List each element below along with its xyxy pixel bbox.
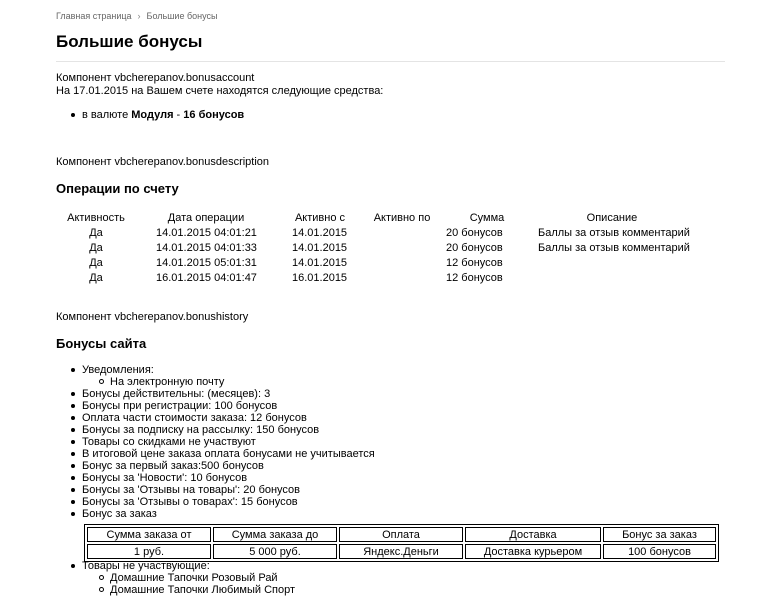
col-sum: Сумма xyxy=(469,211,505,224)
list-item: Домашние Тапочки Розовый Рай xyxy=(56,572,295,584)
col-date: Дата операции xyxy=(167,211,245,224)
currency-name: Модуля xyxy=(131,109,174,121)
col-order-to: Сумма заказа до xyxy=(213,527,337,542)
order-bonus-table xyxy=(84,524,719,562)
excluded-sublist xyxy=(56,572,295,596)
list-item: Оплата части стоимости заказа: 12 бонусов xyxy=(56,412,375,424)
list-item: Бонусы за 'Отзывы на товары': 20 бонусов xyxy=(56,484,375,496)
list-item: Бонусы при регистрации: 100 бонусов xyxy=(56,400,375,412)
excluded-list xyxy=(56,560,295,572)
col-active-to: Активно по xyxy=(373,211,431,224)
operations-heading: Операции по счету xyxy=(56,181,179,196)
col-active-from: Активно с xyxy=(294,211,346,224)
notifications-sublist xyxy=(56,376,375,388)
list-item: Товары со скидками не участвуют xyxy=(56,436,375,448)
table-row: Да 14.01.2015 04:01:21 14.01.2015 20 бонусов Баллы за отзыв комментарий xyxy=(89,226,690,239)
account-intro-text: На 17.01.2015 на Вашем счете находятся следующие средства: xyxy=(56,85,384,97)
list-item: Бонусы за 'Отзывы о товарах': 15 бонусов xyxy=(56,496,375,508)
list-item: Бонусы действительны: (месяцев): 3 xyxy=(56,388,375,400)
list-item: Уведомления: xyxy=(56,364,375,376)
site-bonuses-heading: Бонусы сайта xyxy=(56,336,147,351)
site-bonuses-list-items xyxy=(56,388,375,520)
breadcrumb-separator: › xyxy=(137,11,141,21)
list-item: Бонус за первый заказ:500 бонусов xyxy=(56,460,375,472)
col-description: Описание xyxy=(586,211,638,224)
list-item: На электронную почту xyxy=(56,376,375,388)
page-title: Большие бонусы xyxy=(56,32,203,51)
list-item: Домашние Тапочки Любимый Спорт xyxy=(56,584,295,596)
col-delivery: Доставка xyxy=(465,527,601,542)
list-item: В итоговой цене заказа оплата бонусами не учитывается xyxy=(56,448,375,460)
list-item: Бонусы за 'Новости': 10 бонусов xyxy=(56,472,375,484)
order-bonus-header-row xyxy=(87,527,716,542)
table-row: Да 16.01.2015 04:01:47 16.01.2015 12 бонусов xyxy=(89,271,503,284)
bonushistory-component-label: Компонент vbcherepanov.bonushistory xyxy=(56,311,249,323)
list-item: Бонусы за подписку на рассылку: 150 бонусов xyxy=(56,424,375,436)
excluded-products-block xyxy=(56,560,295,596)
site-bonuses-list-top xyxy=(56,364,375,520)
col-order-bonus: Бонус за заказ xyxy=(603,527,716,542)
table-row: 1 руб. 5 000 руб. Яндекс.Деньги Доставка курьером 100 бонусов xyxy=(87,544,716,559)
col-payment: Оплата xyxy=(339,527,463,542)
site-bonuses-list xyxy=(56,364,375,376)
bonusdescription-component-label: Компонент vbcherepanov.bonusdescription xyxy=(56,156,270,168)
col-activity: Активность xyxy=(67,211,125,224)
list-item: Бонус за заказ xyxy=(56,508,375,520)
account-balance-list xyxy=(56,109,244,121)
bonusaccount-component-label: Компонент vbcherepanov.bonusaccount xyxy=(56,72,255,84)
operations-header-row xyxy=(56,210,690,225)
balance-amount: 16 бонусов xyxy=(183,109,245,121)
table-row: Да 14.01.2015 04:01:33 14.01.2015 20 бонусов Баллы за отзыв комментарий xyxy=(89,241,690,254)
breadcrumb-home-link[interactable]: Главная страница xyxy=(56,11,132,21)
breadcrumb-current: Большие бонусы xyxy=(146,11,218,21)
list-item: Товары не участвующие: xyxy=(56,560,295,572)
title-divider xyxy=(56,61,725,62)
account-balance-item: в валюте Модуля - 16 бонусов xyxy=(56,109,244,121)
breadcrumb xyxy=(56,11,217,21)
table-row: Да 14.01.2015 05:01:31 14.01.2015 12 бонусов xyxy=(89,256,503,269)
col-order-from: Сумма заказа от xyxy=(87,527,211,542)
operations-table xyxy=(56,210,690,285)
